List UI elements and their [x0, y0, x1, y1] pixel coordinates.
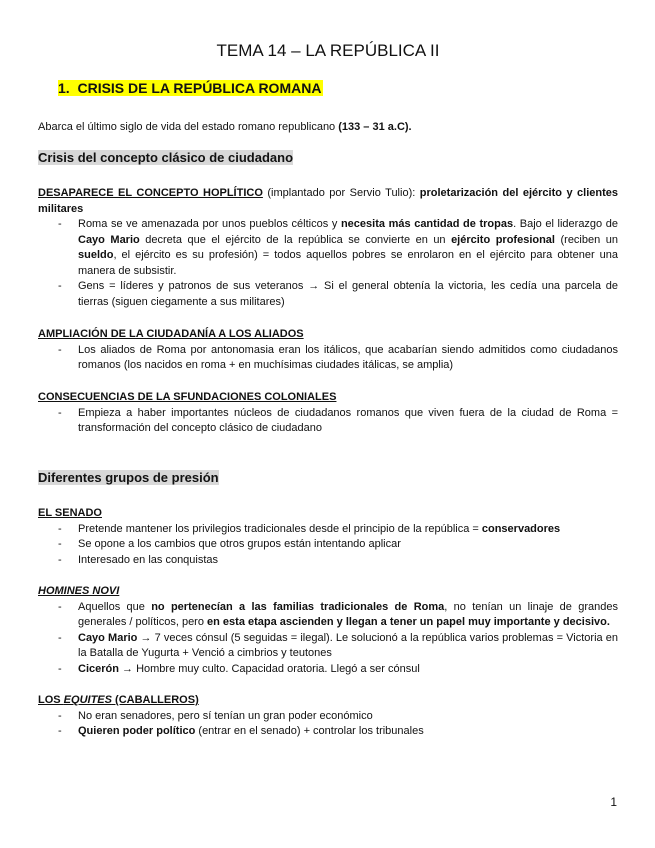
hoplitico-title: DESAPARECE EL CONCEPTO HOPLÍTICO	[38, 187, 263, 199]
list-item: - Los aliados de Roma por antonomasia eran los itálicos, que acabarían siendo admitidos como ciudadanos romanos (los nacidos en roma + en muchísimas ciudades itálicas, se amplia)	[38, 343, 618, 374]
highlighted-heading	[58, 80, 323, 96]
block-aliados	[38, 327, 618, 374]
list-item: - Pretende mantener los privilegios tradicionales desde el principio de la república = conservadores	[38, 522, 618, 538]
block-colonias	[38, 390, 618, 437]
list-item: - Gens = líderes y patronos de sus veteranos → Si el general obtenía la victoria, les cedía una parcela de tierras (siguen ciegamente a sus militares)	[38, 279, 618, 310]
list-item: - Se opone a los cambios que otros grupos están intentando aplicar	[38, 537, 618, 553]
intro-paragraph	[38, 120, 618, 136]
list-item: - Cayo Mario → 7 veces cónsul (5 seguidas = ilegal). Le solucionó a la república varios problemas = Victoria en la Batalla de Yugurta + Venció a cimbrios y teutones	[38, 631, 618, 662]
subsection-grupos-presion	[38, 469, 618, 487]
senado-title: EL SENADO	[38, 507, 102, 519]
equites-list	[38, 709, 618, 740]
intro-text: Abarca el último siglo de vida del estado romano republicano	[38, 121, 339, 133]
block-homines-novi	[38, 584, 618, 677]
list-item: - Interesado en las conquistas	[38, 553, 618, 569]
list-item: - No eran senadores, pero sí tenían un gran poder económico	[38, 709, 618, 725]
list-item: - Cicerón → Hombre muy culto. Capacidad oratoria. Llegó a ser cónsul	[38, 662, 618, 678]
homines-title: HOMINES NOVI	[38, 585, 120, 597]
hoplitico-list	[38, 217, 618, 310]
homines-list	[38, 600, 618, 678]
section-heading-crisis	[58, 78, 323, 98]
equites-title: LOS EQUITES (CABALLEROS)	[38, 694, 199, 706]
subsection-heading: Crisis del concepto clásico de ciudadano	[38, 150, 294, 165]
heading-text: CRISIS DE LA REPÚBLICA ROMANA	[77, 80, 322, 96]
page-number: 1	[610, 795, 617, 809]
block-hoplitico	[38, 186, 618, 310]
block-senado	[38, 506, 618, 568]
list-item: - Aquellos que no pertenecían a las familias tradicionales de Roma, no tenían un linaje de grandes generales / políticos, pero en esta etapa ascienden y llegan a tener un papel muy importante y decisivo.	[38, 600, 618, 631]
senado-list	[38, 522, 618, 569]
list-item: - Empieza a haber importantes núcleos de ciudadanos romanos que viven fuera de la ciudad de Roma = transformación del concepto clásico de ciudadano	[38, 406, 618, 437]
intro-dates: (133 – 31 a.C).	[338, 121, 412, 133]
aliados-title: AMPLIACIÓN DE LA CIUDADANÍA A LOS ALIADOS	[38, 328, 304, 340]
hoplitico-bold: proletarización del ejército y clientes militares	[38, 187, 618, 215]
subsection-heading: Diferentes grupos de presión	[38, 470, 219, 485]
subsection-crisis-ciudadano	[38, 149, 618, 167]
list-item: - Roma se ve amenazada por unos pueblos célticos y necesita más cantidad de tropas. Bajo el liderazgo de Cayo Mario decreta que el ejército de la república se convierte en un ejército profesional (reciben un sueldo, el ejército es su profesión) = todos aquellos pobres se enrolaron en el ejército para obtener una manera de subsistir.	[38, 217, 618, 279]
block-equites	[38, 693, 618, 740]
colonias-list	[38, 406, 618, 437]
hoplitico-paragraph: DESAPARECE EL CONCEPTO HOPLÍTICO (implantado por Servio Tulio): proletarización del ejército y clientes militares	[38, 187, 618, 215]
heading-number: 1.	[58, 80, 70, 96]
document-title: TEMA 14 – LA REPÚBLICA II	[216, 41, 440, 60]
list-item: - Quieren poder político (entrar en el senado) + controlar los tribunales	[38, 724, 618, 740]
colonias-title: CONSECUENCIAS DE LA SFUNDACIONES COLONIALES	[38, 391, 337, 403]
aliados-list	[38, 343, 618, 374]
